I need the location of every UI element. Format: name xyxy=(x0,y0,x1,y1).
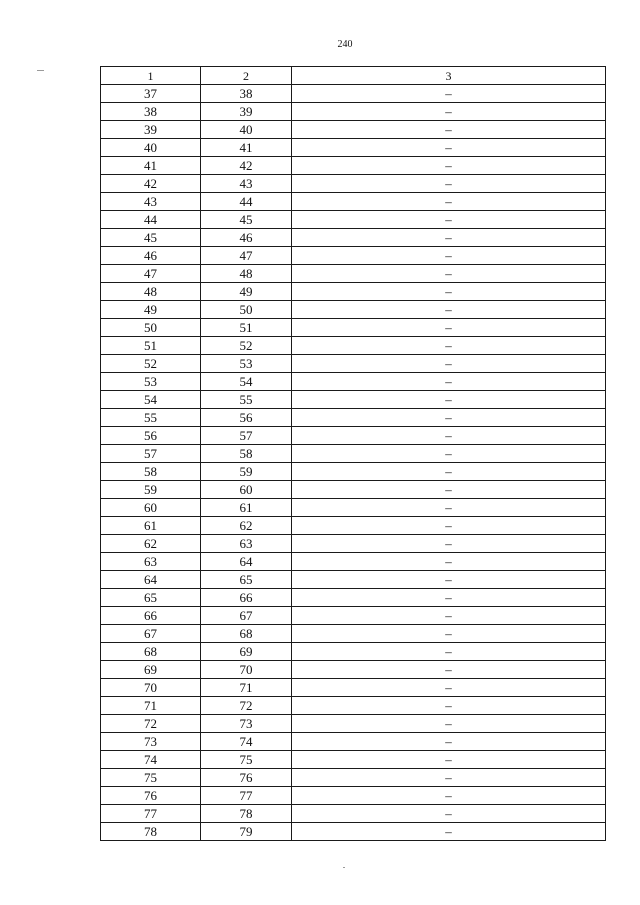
table-cell-col-2: 43 xyxy=(201,175,292,193)
table-cell-col-2: 57 xyxy=(201,427,292,445)
table-cell-col-3: – xyxy=(292,409,606,427)
table-body xyxy=(101,85,606,841)
table-cell-col-2: 42 xyxy=(201,157,292,175)
table-cell-col-2: 59 xyxy=(201,463,292,481)
table-cell-col-1: 65 xyxy=(101,589,201,607)
table-row xyxy=(101,571,606,589)
table-cell-col-2: 53 xyxy=(201,355,292,373)
table-row xyxy=(101,103,606,121)
table-cell-col-1: 47 xyxy=(101,265,201,283)
table-cell-col-3: – xyxy=(292,391,606,409)
table-cell-col-2: 48 xyxy=(201,265,292,283)
table-row xyxy=(101,481,606,499)
table-cell-col-3: – xyxy=(292,733,606,751)
table-cell-col-3: – xyxy=(292,751,606,769)
table-cell-col-2: 62 xyxy=(201,517,292,535)
table-row xyxy=(101,715,606,733)
table-row xyxy=(101,787,606,805)
table-row xyxy=(101,373,606,391)
table-row xyxy=(101,697,606,715)
table-cell-col-3: – xyxy=(292,247,606,265)
table-cell-col-3: – xyxy=(292,517,606,535)
table-row xyxy=(101,175,606,193)
table-row xyxy=(101,805,606,823)
table-cell-col-3: – xyxy=(292,481,606,499)
table-cell-col-2: 40 xyxy=(201,121,292,139)
table-row xyxy=(101,409,606,427)
table-cell-col-2: 49 xyxy=(201,283,292,301)
table-cell-col-3: – xyxy=(292,301,606,319)
table-cell-col-3: – xyxy=(292,211,606,229)
column-header-2: 2 xyxy=(201,67,292,85)
table-row xyxy=(101,751,606,769)
table-cell-col-1: 41 xyxy=(101,157,201,175)
table-cell-col-3: – xyxy=(292,697,606,715)
table-cell-col-2: 63 xyxy=(201,535,292,553)
table-cell-col-2: 50 xyxy=(201,301,292,319)
table-row xyxy=(101,85,606,103)
table-row xyxy=(101,139,606,157)
table-row xyxy=(101,733,606,751)
table-row xyxy=(101,517,606,535)
table-cell-col-1: 78 xyxy=(101,823,201,841)
table-cell-col-3: – xyxy=(292,337,606,355)
table-cell-col-1: 42 xyxy=(101,175,201,193)
table-row xyxy=(101,283,606,301)
table-cell-col-1: 69 xyxy=(101,661,201,679)
table-cell-col-3: – xyxy=(292,679,606,697)
table-cell-col-2: 45 xyxy=(201,211,292,229)
table-cell-col-3: – xyxy=(292,229,606,247)
table-row xyxy=(101,643,606,661)
table-cell-col-1: 57 xyxy=(101,445,201,463)
table-cell-col-3: – xyxy=(292,175,606,193)
table-cell-col-3: – xyxy=(292,283,606,301)
page-number: 240 xyxy=(337,39,353,50)
table-cell-col-2: 73 xyxy=(201,715,292,733)
table-cell-col-1: 39 xyxy=(101,121,201,139)
margin-mark xyxy=(37,70,44,71)
table-cell-col-2: 67 xyxy=(201,607,292,625)
table-cell-col-3: – xyxy=(292,193,606,211)
table-cell-col-1: 50 xyxy=(101,319,201,337)
table-cell-col-3: – xyxy=(292,265,606,283)
table-cell-col-3: – xyxy=(292,715,606,733)
table-cell-col-3: – xyxy=(292,157,606,175)
table-cell-col-1: 37 xyxy=(101,85,201,103)
table-cell-col-3: – xyxy=(292,661,606,679)
column-header-3: 3 xyxy=(292,67,606,85)
table-cell-col-3: – xyxy=(292,589,606,607)
table-cell-col-1: 56 xyxy=(101,427,201,445)
table-row xyxy=(101,679,606,697)
table-cell-col-2: 70 xyxy=(201,661,292,679)
table-cell-col-2: 60 xyxy=(201,481,292,499)
table-row xyxy=(101,301,606,319)
table-cell-col-1: 76 xyxy=(101,787,201,805)
table-cell-col-1: 45 xyxy=(101,229,201,247)
table-row xyxy=(101,589,606,607)
table-cell-col-2: 52 xyxy=(201,337,292,355)
table-cell-col-2: 79 xyxy=(201,823,292,841)
table-cell-col-2: 51 xyxy=(201,319,292,337)
table-row xyxy=(101,463,606,481)
table-cell-col-1: 66 xyxy=(101,607,201,625)
table-cell-col-3: – xyxy=(292,823,606,841)
table-cell-col-3: – xyxy=(292,553,606,571)
table-cell-col-3: – xyxy=(292,499,606,517)
table-row xyxy=(101,445,606,463)
table-row xyxy=(101,607,606,625)
table-row xyxy=(101,625,606,643)
table-cell-col-2: 71 xyxy=(201,679,292,697)
table-cell-col-2: 75 xyxy=(201,751,292,769)
table-cell-col-2: 65 xyxy=(201,571,292,589)
table-cell-col-3: – xyxy=(292,787,606,805)
table-row xyxy=(101,391,606,409)
table-row xyxy=(101,769,606,787)
table-row xyxy=(101,121,606,139)
table-row xyxy=(101,661,606,679)
table-cell-col-1: 68 xyxy=(101,643,201,661)
table-cell-col-3: – xyxy=(292,103,606,121)
table-cell-col-1: 44 xyxy=(101,211,201,229)
table-cell-col-2: 46 xyxy=(201,229,292,247)
table-cell-col-2: 55 xyxy=(201,391,292,409)
table-row xyxy=(101,229,606,247)
table-row xyxy=(101,265,606,283)
table-cell-col-1: 70 xyxy=(101,679,201,697)
table-cell-col-1: 62 xyxy=(101,535,201,553)
table-cell-col-1: 75 xyxy=(101,769,201,787)
table-cell-col-1: 72 xyxy=(101,715,201,733)
table-row xyxy=(101,535,606,553)
table-row xyxy=(101,553,606,571)
table-cell-col-3: – xyxy=(292,643,606,661)
table-cell-col-3: – xyxy=(292,625,606,643)
table-row xyxy=(101,427,606,445)
table-cell-col-1: 67 xyxy=(101,625,201,643)
table-cell-col-1: 61 xyxy=(101,517,201,535)
header-row xyxy=(101,67,606,85)
table-row xyxy=(101,157,606,175)
table-cell-col-1: 48 xyxy=(101,283,201,301)
table-cell-col-3: – xyxy=(292,355,606,373)
table-row xyxy=(101,499,606,517)
data-table xyxy=(100,66,606,841)
table-cell-col-1: 52 xyxy=(101,355,201,373)
table-cell-col-3: – xyxy=(292,805,606,823)
table-cell-col-1: 71 xyxy=(101,697,201,715)
table-cell-col-3: – xyxy=(292,535,606,553)
table-cell-col-3: – xyxy=(292,373,606,391)
table-cell-col-2: 47 xyxy=(201,247,292,265)
table-cell-col-1: 60 xyxy=(101,499,201,517)
table-cell-col-3: – xyxy=(292,427,606,445)
table-cell-col-1: 49 xyxy=(101,301,201,319)
table-cell-col-2: 76 xyxy=(201,769,292,787)
table-cell-col-3: – xyxy=(292,445,606,463)
table-cell-col-3: – xyxy=(292,121,606,139)
table-cell-col-1: 58 xyxy=(101,463,201,481)
table-cell-col-1: 51 xyxy=(101,337,201,355)
table-cell-col-2: 58 xyxy=(201,445,292,463)
table-cell-col-1: 40 xyxy=(101,139,201,157)
table-cell-col-1: 38 xyxy=(101,103,201,121)
table-cell-col-2: 44 xyxy=(201,193,292,211)
table-cell-col-1: 74 xyxy=(101,751,201,769)
table-cell-col-2: 61 xyxy=(201,499,292,517)
table-cell-col-1: 73 xyxy=(101,733,201,751)
table-cell-col-3: – xyxy=(292,607,606,625)
table-cell-col-3: – xyxy=(292,463,606,481)
table-row xyxy=(101,337,606,355)
table-cell-col-2: 38 xyxy=(201,85,292,103)
table-cell-col-2: 64 xyxy=(201,553,292,571)
table-row xyxy=(101,211,606,229)
footer-mark xyxy=(343,867,345,868)
table-row xyxy=(101,247,606,265)
table-cell-col-2: 54 xyxy=(201,373,292,391)
table-cell-col-1: 59 xyxy=(101,481,201,499)
table-row xyxy=(101,319,606,337)
table-cell-col-3: – xyxy=(292,769,606,787)
table-cell-col-2: 56 xyxy=(201,409,292,427)
table-cell-col-2: 72 xyxy=(201,697,292,715)
table-cell-col-3: – xyxy=(292,139,606,157)
table-cell-col-2: 69 xyxy=(201,643,292,661)
table-row xyxy=(101,355,606,373)
table-row xyxy=(101,193,606,211)
table-cell-col-1: 77 xyxy=(101,805,201,823)
table-cell-col-1: 46 xyxy=(101,247,201,265)
table-cell-col-1: 64 xyxy=(101,571,201,589)
table-cell-col-1: 53 xyxy=(101,373,201,391)
table-cell-col-1: 55 xyxy=(101,409,201,427)
table-cell-col-1: 63 xyxy=(101,553,201,571)
table-cell-col-3: – xyxy=(292,85,606,103)
table-cell-col-1: 43 xyxy=(101,193,201,211)
table-cell-col-1: 54 xyxy=(101,391,201,409)
table-cell-col-2: 74 xyxy=(201,733,292,751)
table-cell-col-2: 77 xyxy=(201,787,292,805)
table-cell-col-3: – xyxy=(292,319,606,337)
table-row xyxy=(101,823,606,841)
table-cell-col-3: – xyxy=(292,571,606,589)
table-cell-col-2: 66 xyxy=(201,589,292,607)
table-cell-col-2: 78 xyxy=(201,805,292,823)
table-cell-col-2: 39 xyxy=(201,103,292,121)
table-cell-col-2: 68 xyxy=(201,625,292,643)
column-header-1: 1 xyxy=(101,67,201,85)
table-cell-col-2: 41 xyxy=(201,139,292,157)
